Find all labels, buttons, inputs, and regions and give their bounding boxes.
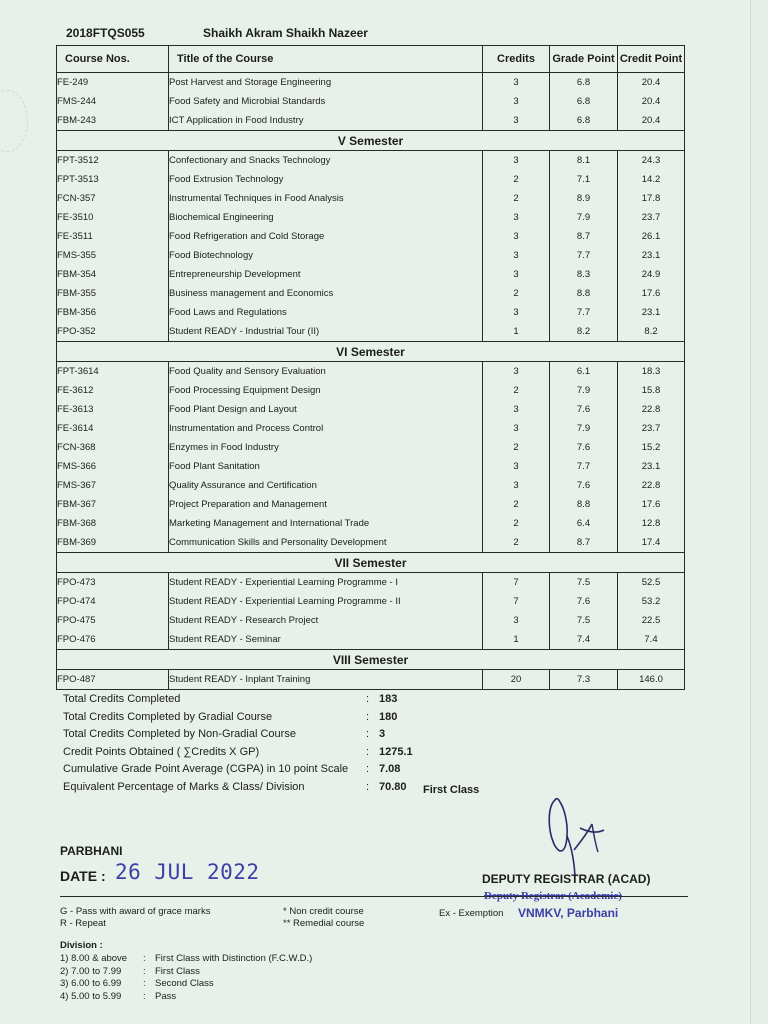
table-row bbox=[57, 73, 685, 93]
course-no-cell: FPO-475 bbox=[57, 611, 169, 630]
student-name: Shaikh Akram Shaikh Nazeer bbox=[203, 26, 368, 40]
total-row bbox=[63, 781, 583, 799]
stamp-designation: Deputy Registrar (Academic) bbox=[484, 890, 622, 902]
semester-title: V Semester bbox=[57, 131, 685, 151]
course-title-cell: Post Harvest and Storage Engineering bbox=[169, 73, 483, 93]
division-title: Division : bbox=[60, 940, 103, 951]
credit-point-cell: 17.8 bbox=[618, 189, 685, 208]
total-value: 70.80 bbox=[379, 780, 407, 793]
division-range: 3) 6.00 to 6.99 bbox=[60, 978, 122, 989]
semester-header-row bbox=[57, 131, 685, 151]
credits-cell: 2 bbox=[483, 381, 550, 400]
credits-cell: 2 bbox=[483, 170, 550, 189]
credit-point-cell: 24.9 bbox=[618, 265, 685, 284]
credit-point-cell: 15.2 bbox=[618, 438, 685, 457]
credits-cell: 3 bbox=[483, 92, 550, 111]
total-label: Credit Points Obtained ( ∑Credits X GP) bbox=[63, 745, 260, 758]
table-header-row bbox=[57, 46, 685, 73]
course-no-cell: FBM-356 bbox=[57, 303, 169, 322]
credits-cell: 1 bbox=[483, 322, 550, 342]
total-row bbox=[63, 746, 583, 764]
grade-point-cell: 7.9 bbox=[550, 419, 618, 438]
division-row bbox=[60, 966, 380, 979]
course-no-cell: FE-249 bbox=[57, 73, 169, 93]
credits-cell: 7 bbox=[483, 592, 550, 611]
course-title-cell: Student READY - Experiential Learning Programme - I bbox=[169, 573, 483, 593]
course-no-cell: FBM-355 bbox=[57, 284, 169, 303]
grade-point-cell: 7.6 bbox=[550, 476, 618, 495]
total-value: 183 bbox=[379, 693, 398, 705]
semester-header-row bbox=[57, 553, 685, 573]
total-value: 3 bbox=[379, 728, 386, 740]
credits-cell: 3 bbox=[483, 611, 550, 630]
course-no-cell: FPO-476 bbox=[57, 630, 169, 650]
colon-separator: : bbox=[366, 745, 370, 758]
course-no-cell: FBM-243 bbox=[57, 111, 169, 131]
course-title-cell: Student READY - Seminar bbox=[169, 630, 483, 650]
legend-item: * Non credit course bbox=[283, 906, 364, 917]
stamp-institution: VNMKV, Parbhani bbox=[518, 906, 619, 920]
course-title-cell: Communication Skills and Personality Development bbox=[169, 533, 483, 553]
course-no-cell: FPO-352 bbox=[57, 322, 169, 342]
table-row bbox=[57, 630, 685, 650]
grade-point-cell: 7.5 bbox=[550, 611, 618, 630]
division-range: 1) 8.00 & above bbox=[60, 953, 128, 964]
credits-cell: 2 bbox=[483, 533, 550, 553]
table-row bbox=[57, 670, 685, 690]
grades-table bbox=[56, 45, 685, 690]
col-header-title: Title of the Course bbox=[169, 46, 483, 73]
total-label: Equivalent Percentage of Marks & Class/ Division bbox=[63, 780, 305, 793]
semester-title: VIII Semester bbox=[57, 650, 685, 670]
grade-point-cell: 7.5 bbox=[550, 573, 618, 593]
course-title-cell: Entrepreneurship Development bbox=[169, 265, 483, 284]
colon-separator: : bbox=[366, 710, 370, 723]
table-row bbox=[57, 476, 685, 495]
colon-separator: : bbox=[143, 965, 146, 977]
division-label: Second Class bbox=[155, 978, 214, 989]
course-no-cell: FPT-3614 bbox=[57, 362, 169, 382]
col-header-grade-point: Grade Point bbox=[550, 46, 618, 73]
total-row bbox=[63, 693, 583, 711]
course-no-cell: FMS-366 bbox=[57, 457, 169, 476]
course-title-cell: Food Extrusion Technology bbox=[169, 170, 483, 189]
course-title-cell: Instrumentation and Process Control bbox=[169, 419, 483, 438]
colon-separator: : bbox=[366, 763, 370, 775]
grade-point-cell: 7.6 bbox=[550, 592, 618, 611]
total-label: Cumulative Grade Point Average (CGPA) in 10 point Scale bbox=[63, 763, 349, 775]
credits-cell: 3 bbox=[483, 111, 550, 131]
colon-separator: : bbox=[366, 728, 370, 740]
total-label: Total Credits Completed bbox=[63, 693, 181, 705]
colon-separator: : bbox=[366, 693, 370, 705]
credit-point-cell: 23.1 bbox=[618, 303, 685, 322]
credit-point-cell: 17.6 bbox=[618, 284, 685, 303]
division-list bbox=[60, 953, 380, 1003]
course-title-cell: Quality Assurance and Certification bbox=[169, 476, 483, 495]
grade-point-cell: 8.2 bbox=[550, 322, 618, 342]
credit-point-cell: 26.1 bbox=[618, 227, 685, 246]
division-label: Pass bbox=[155, 990, 177, 1002]
credits-cell: 3 bbox=[483, 73, 550, 93]
credits-cell: 3 bbox=[483, 400, 550, 419]
course-no-cell: FCN-357 bbox=[57, 189, 169, 208]
table-row bbox=[57, 208, 685, 227]
course-title-cell: Food Plant Sanitation bbox=[169, 457, 483, 476]
credits-cell: 3 bbox=[483, 303, 550, 322]
credit-point-cell: 8.2 bbox=[618, 322, 685, 342]
credit-point-cell: 53.2 bbox=[618, 592, 685, 611]
table-row bbox=[57, 457, 685, 476]
semester-title: VII Semester bbox=[57, 553, 685, 573]
credits-cell: 3 bbox=[483, 362, 550, 382]
course-title-cell: Enzymes in Food Industry bbox=[169, 438, 483, 457]
credits-cell: 3 bbox=[483, 419, 550, 438]
table-row bbox=[57, 592, 685, 611]
course-title-cell: Business management and Economics bbox=[169, 284, 483, 303]
semester-header-row bbox=[57, 650, 685, 670]
credits-cell: 2 bbox=[483, 284, 550, 303]
credit-point-cell: 22.5 bbox=[618, 611, 685, 630]
course-no-cell: FPT-3513 bbox=[57, 170, 169, 189]
total-label: Total Credits Completed by Gradial Course bbox=[63, 710, 273, 723]
division-row bbox=[60, 953, 380, 966]
division-range: 2) 7.00 to 7.99 bbox=[60, 965, 122, 977]
table-row bbox=[57, 151, 685, 171]
grade-point-cell: 8.7 bbox=[550, 227, 618, 246]
legend-grace-repeat bbox=[60, 906, 210, 930]
table-row bbox=[57, 111, 685, 131]
credits-cell: 2 bbox=[483, 514, 550, 533]
credit-point-cell: 17.6 bbox=[618, 495, 685, 514]
course-no-cell: FPO-487 bbox=[57, 670, 169, 690]
class-division-value: First Class bbox=[423, 783, 480, 796]
colon-separator: : bbox=[143, 990, 146, 1002]
grade-point-cell: 6.1 bbox=[550, 362, 618, 382]
issue-city: PARBHANI bbox=[60, 844, 123, 858]
division-row bbox=[60, 978, 380, 991]
table-row bbox=[57, 227, 685, 246]
credit-point-cell: 20.4 bbox=[618, 73, 685, 93]
course-title-cell: ICT Application in Food Industry bbox=[169, 111, 483, 131]
total-value: 180 bbox=[379, 710, 398, 723]
legend-course-types bbox=[283, 906, 364, 930]
col-header-credit-point: Credit Point bbox=[618, 46, 685, 73]
footer-divider bbox=[60, 896, 688, 897]
course-no-cell: FMS-367 bbox=[57, 476, 169, 495]
grade-point-cell: 7.3 bbox=[550, 670, 618, 690]
division-label: First Class bbox=[155, 965, 200, 977]
table-row bbox=[57, 170, 685, 189]
course-title-cell: Student READY - Experiential Learning Programme - II bbox=[169, 592, 483, 611]
course-no-cell: FE-3612 bbox=[57, 381, 169, 400]
course-no-cell: FE-3510 bbox=[57, 208, 169, 227]
credit-point-cell: 12.8 bbox=[618, 514, 685, 533]
grade-point-cell: 7.4 bbox=[550, 630, 618, 650]
legend-item: R - Repeat bbox=[60, 918, 106, 929]
credit-point-cell: 18.3 bbox=[618, 362, 685, 382]
course-title-cell: Food Plant Design and Layout bbox=[169, 400, 483, 419]
credits-cell: 3 bbox=[483, 265, 550, 284]
credits-cell: 3 bbox=[483, 457, 550, 476]
grade-point-cell: 7.7 bbox=[550, 246, 618, 265]
grade-point-cell: 6.8 bbox=[550, 73, 618, 93]
credits-cell: 1 bbox=[483, 630, 550, 650]
course-no-cell: FPT-3512 bbox=[57, 151, 169, 171]
table-row bbox=[57, 265, 685, 284]
col-header-credits: Credits bbox=[483, 46, 550, 73]
table-row bbox=[57, 189, 685, 208]
course-title-cell: Marketing Management and International Trade bbox=[169, 514, 483, 533]
table-row bbox=[57, 284, 685, 303]
grade-point-cell: 7.9 bbox=[550, 381, 618, 400]
table-row bbox=[57, 322, 685, 342]
table-row bbox=[57, 400, 685, 419]
table-row bbox=[57, 573, 685, 593]
credit-point-cell: 23.1 bbox=[618, 246, 685, 265]
course-title-cell: Biochemical Engineering bbox=[169, 208, 483, 227]
credits-cell: 3 bbox=[483, 246, 550, 265]
legend-exemption: Ex - Exemption bbox=[439, 908, 504, 919]
credits-cell: 3 bbox=[483, 476, 550, 495]
credit-point-cell: 15.8 bbox=[618, 381, 685, 400]
course-no-cell: FE-3613 bbox=[57, 400, 169, 419]
course-title-cell: Instrumental Techniques in Food Analysis bbox=[169, 189, 483, 208]
credit-point-cell: 146.0 bbox=[618, 670, 685, 690]
grade-point-cell: 8.8 bbox=[550, 495, 618, 514]
table-row bbox=[57, 362, 685, 382]
course-no-cell: FBM-367 bbox=[57, 495, 169, 514]
credit-point-cell: 20.4 bbox=[618, 111, 685, 131]
signature-image bbox=[530, 788, 620, 883]
credit-point-cell: 7.4 bbox=[618, 630, 685, 650]
course-title-cell: Food Laws and Regulations bbox=[169, 303, 483, 322]
grade-point-cell: 7.9 bbox=[550, 208, 618, 227]
table-body bbox=[57, 73, 685, 690]
table-row bbox=[57, 438, 685, 457]
division-row bbox=[60, 991, 380, 1004]
course-no-cell: FMS-244 bbox=[57, 92, 169, 111]
course-title-cell: Food Safety and Microbial Standards bbox=[169, 92, 483, 111]
grade-point-cell: 7.7 bbox=[550, 303, 618, 322]
grade-point-cell: 6.8 bbox=[550, 92, 618, 111]
course-title-cell: Confectionary and Snacks Technology bbox=[169, 151, 483, 171]
date-stamp: 26 JUL 2022 bbox=[115, 860, 260, 884]
course-no-cell: FE-3511 bbox=[57, 227, 169, 246]
credit-point-cell: 52.5 bbox=[618, 573, 685, 593]
course-no-cell: FPO-474 bbox=[57, 592, 169, 611]
total-value: 1275.1 bbox=[379, 745, 413, 758]
table-row bbox=[57, 246, 685, 265]
date-label: DATE : bbox=[60, 868, 106, 884]
division-label: First Class with Distinction (F.C.W.D.) bbox=[155, 953, 313, 964]
course-title-cell: Project Preparation and Management bbox=[169, 495, 483, 514]
credit-point-cell: 23.7 bbox=[618, 419, 685, 438]
credit-point-cell: 23.7 bbox=[618, 208, 685, 227]
total-row bbox=[63, 728, 583, 746]
table-row bbox=[57, 611, 685, 630]
table-row bbox=[57, 303, 685, 322]
credit-point-cell: 22.8 bbox=[618, 476, 685, 495]
table-row bbox=[57, 495, 685, 514]
grade-point-cell: 8.9 bbox=[550, 189, 618, 208]
division-range: 4) 5.00 to 5.99 bbox=[60, 990, 122, 1002]
credits-cell: 2 bbox=[483, 495, 550, 514]
course-no-cell: FE-3614 bbox=[57, 419, 169, 438]
course-title-cell: Food Refrigeration and Cold Storage bbox=[169, 227, 483, 246]
semester-title: VI Semester bbox=[57, 342, 685, 362]
course-title-cell: Food Processing Equipment Design bbox=[169, 381, 483, 400]
grade-point-cell: 7.6 bbox=[550, 438, 618, 457]
colon-separator: : bbox=[143, 978, 146, 989]
signatory-title: DEPUTY REGISTRAR (ACAD) bbox=[482, 872, 651, 886]
course-title-cell: Student READY - Industrial Tour (II) bbox=[169, 322, 483, 342]
credit-point-cell: 23.1 bbox=[618, 457, 685, 476]
semester-header-row bbox=[57, 342, 685, 362]
credits-cell: 3 bbox=[483, 227, 550, 246]
grade-point-cell: 8.1 bbox=[550, 151, 618, 171]
grade-point-cell: 6.4 bbox=[550, 514, 618, 533]
table-row bbox=[57, 514, 685, 533]
credits-cell: 2 bbox=[483, 189, 550, 208]
grade-point-cell: 8.7 bbox=[550, 533, 618, 553]
colon-separator: : bbox=[366, 780, 370, 793]
totals-summary bbox=[63, 693, 583, 798]
grade-point-cell: 6.8 bbox=[550, 111, 618, 131]
credit-point-cell: 22.8 bbox=[618, 400, 685, 419]
table-row bbox=[57, 381, 685, 400]
colon-separator: : bbox=[143, 953, 146, 964]
grade-point-cell: 8.8 bbox=[550, 284, 618, 303]
credits-cell: 3 bbox=[483, 151, 550, 171]
table-row bbox=[57, 92, 685, 111]
credit-point-cell: 24.3 bbox=[618, 151, 685, 171]
course-no-cell: FMS-355 bbox=[57, 246, 169, 265]
course-title-cell: Student READY - Inplant Training bbox=[169, 670, 483, 690]
credit-point-cell: 20.4 bbox=[618, 92, 685, 111]
course-no-cell: FBM-369 bbox=[57, 533, 169, 553]
credits-cell: 20 bbox=[483, 670, 550, 690]
course-no-cell: FBM-368 bbox=[57, 514, 169, 533]
course-no-cell: FPO-473 bbox=[57, 573, 169, 593]
registration-number: 2018FTQS055 bbox=[66, 26, 145, 40]
credits-cell: 7 bbox=[483, 573, 550, 593]
total-label: Total Credits Completed by Non-Gradial Course bbox=[63, 728, 296, 740]
punch-hole-mark bbox=[0, 90, 28, 152]
col-header-course-no: Course Nos. bbox=[57, 46, 169, 73]
course-title-cell: Food Biotechnology bbox=[169, 246, 483, 265]
grade-point-cell: 7.1 bbox=[550, 170, 618, 189]
legend-item: ** Remedial course bbox=[283, 918, 365, 929]
table-row bbox=[57, 419, 685, 438]
legend-item: G - Pass with award of grace marks bbox=[60, 906, 211, 917]
total-row bbox=[63, 711, 583, 729]
credits-cell: 2 bbox=[483, 438, 550, 457]
course-no-cell: FBM-354 bbox=[57, 265, 169, 284]
credit-point-cell: 17.4 bbox=[618, 533, 685, 553]
grade-point-cell: 8.3 bbox=[550, 265, 618, 284]
total-value: 7.08 bbox=[379, 763, 401, 775]
course-no-cell: FCN-368 bbox=[57, 438, 169, 457]
course-title-cell: Food Quality and Sensory Evaluation bbox=[169, 362, 483, 382]
grade-point-cell: 7.6 bbox=[550, 400, 618, 419]
total-row bbox=[63, 763, 583, 781]
credit-point-cell: 14.2 bbox=[618, 170, 685, 189]
course-title-cell: Student READY - Research Project bbox=[169, 611, 483, 630]
table-row bbox=[57, 533, 685, 553]
grade-point-cell: 7.7 bbox=[550, 457, 618, 476]
credits-cell: 3 bbox=[483, 208, 550, 227]
